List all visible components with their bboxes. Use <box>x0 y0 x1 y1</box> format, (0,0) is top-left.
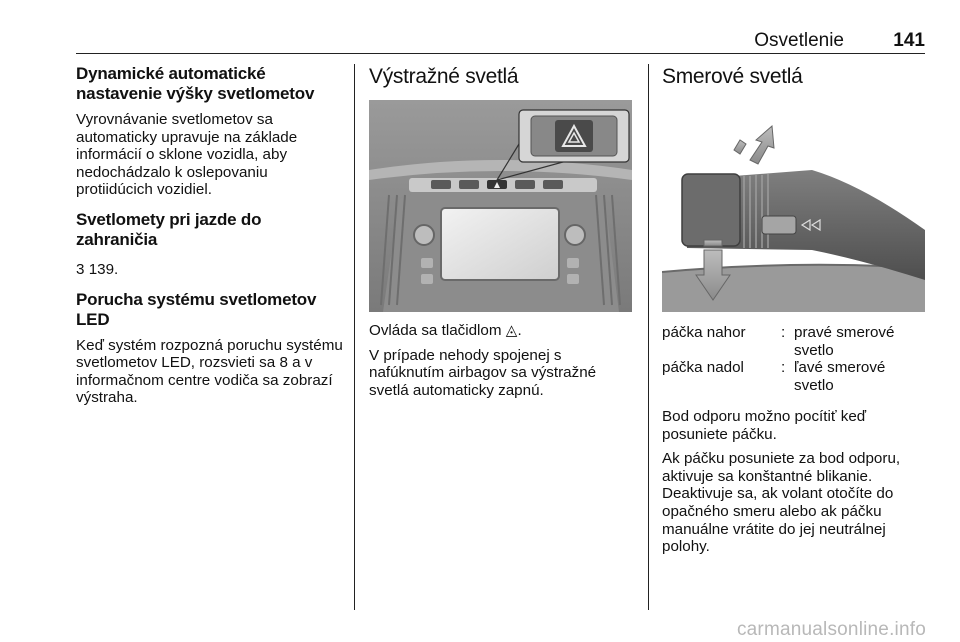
column-divider-1 <box>354 64 355 610</box>
definition-term: páčka nahor <box>662 324 746 341</box>
text-constant-blinking: Ak páčku posuniete za bod odporu, aktivuje sa konštantné blikanie. Deaktivuje sa, ak volant otočíte do opačného smeru alebo ak páčku manuálne vrátite do jej neutrálnej polohy. <box>662 450 901 556</box>
definition-value: pravé smerové svetlo <box>794 324 895 359</box>
title-hazard-lights: Výstražné svetlá <box>369 65 519 88</box>
lever-definition-list <box>662 324 928 394</box>
text-led-fault <box>76 337 346 407</box>
hazard-button-figure <box>369 100 632 312</box>
column-divider-2 <box>648 64 649 610</box>
text-hazard-airbag: V prípade nehody spojenej s nafúknutím airbagov sa výstražné svetlá automaticky zapnú. <box>369 346 597 399</box>
right-column <box>662 64 928 556</box>
heading-abroad: Svetlomety pri jazde do zahraničia <box>76 209 262 249</box>
heading-led-fault: Porucha systému svetlometov LED <box>76 289 317 329</box>
reference-arrow-icon: 3 <box>76 260 85 278</box>
left-column <box>76 64 346 407</box>
definition-term: páčka nadol <box>662 359 744 376</box>
text-hazard-button <box>369 322 634 340</box>
text-led-fault-part2: a v informačnom centre vodiča sa zobrazí výstraha. <box>76 354 333 407</box>
turn-signal-lever-illustration <box>662 100 925 312</box>
definition-colon: : <box>781 324 786 341</box>
hazard-triangle-icon: ◬ <box>505 322 518 339</box>
definition-colon: : <box>781 359 786 376</box>
reference-page-number: 139. <box>88 260 119 278</box>
definition-row <box>662 324 928 359</box>
text-hazard-button-part2: . <box>517 322 522 339</box>
text-hazard-button-part1: Ovláda sa tlačidlom <box>369 322 502 339</box>
heading-dynamic-leveling: Dynamické automatické nastavenie výšky svetlometov <box>76 64 315 103</box>
text-led-fault-part1: Keď systém rozpozná poruchu systému svetlometov LED, rozsvieti sa <box>76 336 343 372</box>
reference-page <box>76 261 346 279</box>
text-dynamic-leveling: Vyrovnávanie svetlometov sa automaticky upravuje na základe informácií o sklone vozidla, aby nedochádzalo k oslepovaniu protiidúcich vozidiel. <box>76 111 298 199</box>
definition-row <box>662 359 928 394</box>
header-divider <box>76 53 925 54</box>
watermark: carmanualsonline.info <box>736 619 926 640</box>
title-turn-signals: Smerové svetlá <box>662 65 803 88</box>
text-resistance-point: Bod odporu možno pocítiť keď posuniete páčku. <box>662 408 867 443</box>
page-number: 141 <box>893 30 925 51</box>
headlight-fault-icon: 8 <box>279 354 288 372</box>
section-title: Osvetlenie <box>754 30 844 51</box>
dashboard-illustration <box>369 100 632 312</box>
definition-value: ľavé smerové svetlo <box>794 359 886 394</box>
turn-signal-figure <box>662 100 925 312</box>
middle-column <box>369 64 634 399</box>
